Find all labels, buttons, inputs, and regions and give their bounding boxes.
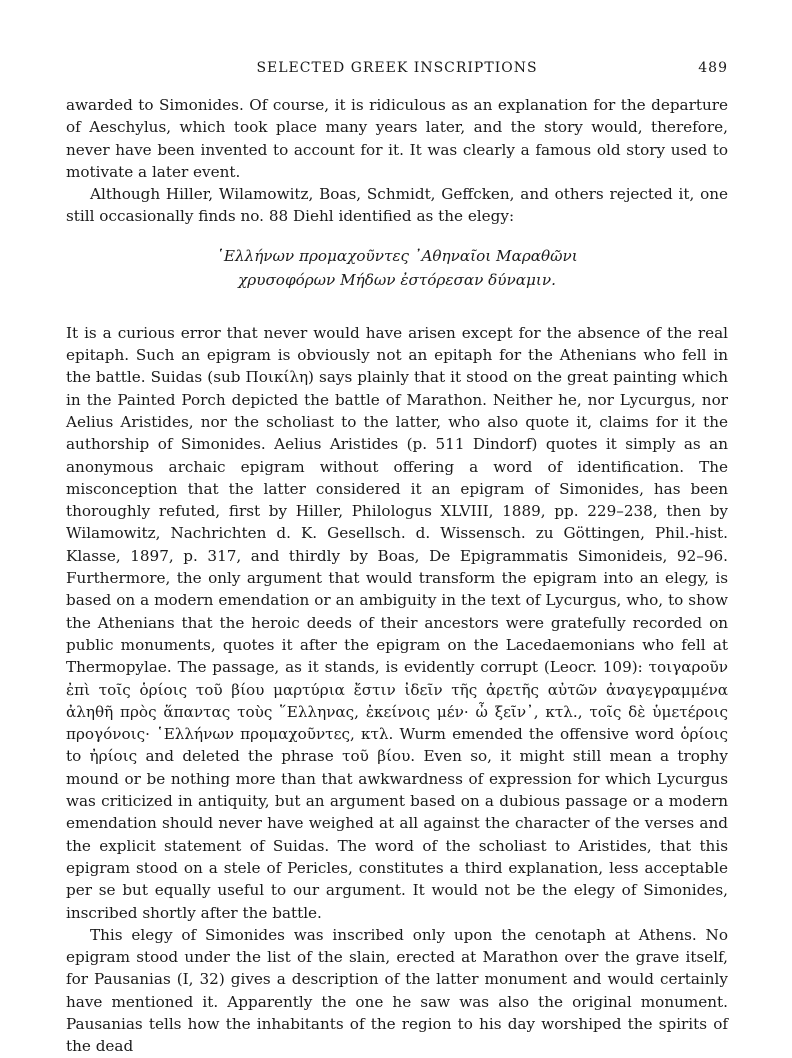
paragraph-4: This elegy of Simonides was inscribed only upon the cenotaph at Athens. No epigram stood under the list of the slain, erected at Marathon over the grave itself, for Pausanias (I, 32) gives a description of the latter monument and would certainly have mentioned it. Apparently the one he saw was also the original monument. Pausanias tells how the inhabitants of the region to his day worshiped the spirits of the dead [66,925,728,1056]
paragraph-3: It is a curious error that never would have arisen except for the absence of the real epitaph. Such an epigram is obviously not an epitaph for the Athenians who fell in the battle. Suidas (sub Ποικίλη) says plainly that it stood on the great painting which in the Painted Porch depicted the battle of Marathon. Neither he, nor Lycurgus, nor Aelius Aristides, nor the scholiast to the latter, who also quote it, claims for it the authorship of Simonides. Aelius Aristides (p. 511 Dindorf) quotes it simply as an anonymous archaic epigram without offering a word of identification. The misconception that the latter considered it an epigram of Simonides, has been thoroughly refuted, first by Hiller, Philologus XLVIII, 1889, pp. 229–238, then by Wilamowitz, Nachrichten d. K. Gesellsch. d. Wissensch. zu Göttingen, Phil.-hist. Klasse, 1897, p. 317, and thirdly by Boas, De Epigrammatis Simonideis, 92–96. Furthermore, the only argument that would transform the epigram into an elegy, is based on a modern emendation or an ambiguity in the text of Lycurgus, who, to show the Athenians that the heroic deeds of their ancestors were gratefully recorded on public monuments, quotes it after the epigram on the Lacedaemonians who fell at Thermopylae. The passage, as it stands, is evidently corrupt (Leocr. 109): τοιγαροῦν ἐπὶ τοῖς ὁρίοις τοῦ βίου μαρτύρια ἔστιν ἰδεῖν τῆς ἀρετῆς αὐτῶν ἀναγεγραμμένα ἀληθῆ πρὸς ἅπαντας τοὺς ῞Ελληνας, ἐκείνοις μέν· ὦ ξεῖν᾿, κτλ., τοῖς δὲ ὑμετέροις προγόνοις· ῾Ελλήνων προμαχοῦντες, κτλ. Wurm emended the offensive word ὁρίοις to ἠρίοις and deleted the phrase τοῦ βίου. Even so, it might still mean a trophy mound or be nothing more than that awkwardness of expression for which Lycurgus was criticized in antiquity, but an argument based on a dubious passage or a modern emendation should never have weighed at all against the character of the verses and the explicit statement of Suidas. The word of the scholiast to Aristides, that this epigram stood on a stele of Pericles, constitutes a third explanation, less acceptable per se but equally useful to our argument. It would not be the elegy of Simonides, inscribed shortly after the battle. [66,323,728,922]
quote-line-2: χρυσοφόρων Μήδων ἐστόρεσαν δύναμιν. [238,270,556,289]
running-header [66,60,728,82]
paragraph-1: awarded to Simonides. Of course, it is ridiculous as an explanation for the departure of Aeschylus, which took place many years later, and the story would, therefore, never have been invented to account for it. It was clearly a famous old story used to motivate a later event. [66,96,728,181]
running-title: SELECTED GREEK INSCRIPTIONS [256,60,538,76]
body-text [66,94,728,1058]
greek-epigram-quote [66,244,728,292]
page-number: 489 [698,60,728,76]
paragraph-2: Although Hiller, Wilamowitz, Boas, Schmidt, Geffcken, and others rejected it, one still occasionally finds no. 88 Diehl identified as the elegy: [66,185,728,226]
quote-line-1: ῾Ελλήνων προμαχοῦντες ᾿Αθηναῖοι Μαραθῶνι [216,246,578,265]
